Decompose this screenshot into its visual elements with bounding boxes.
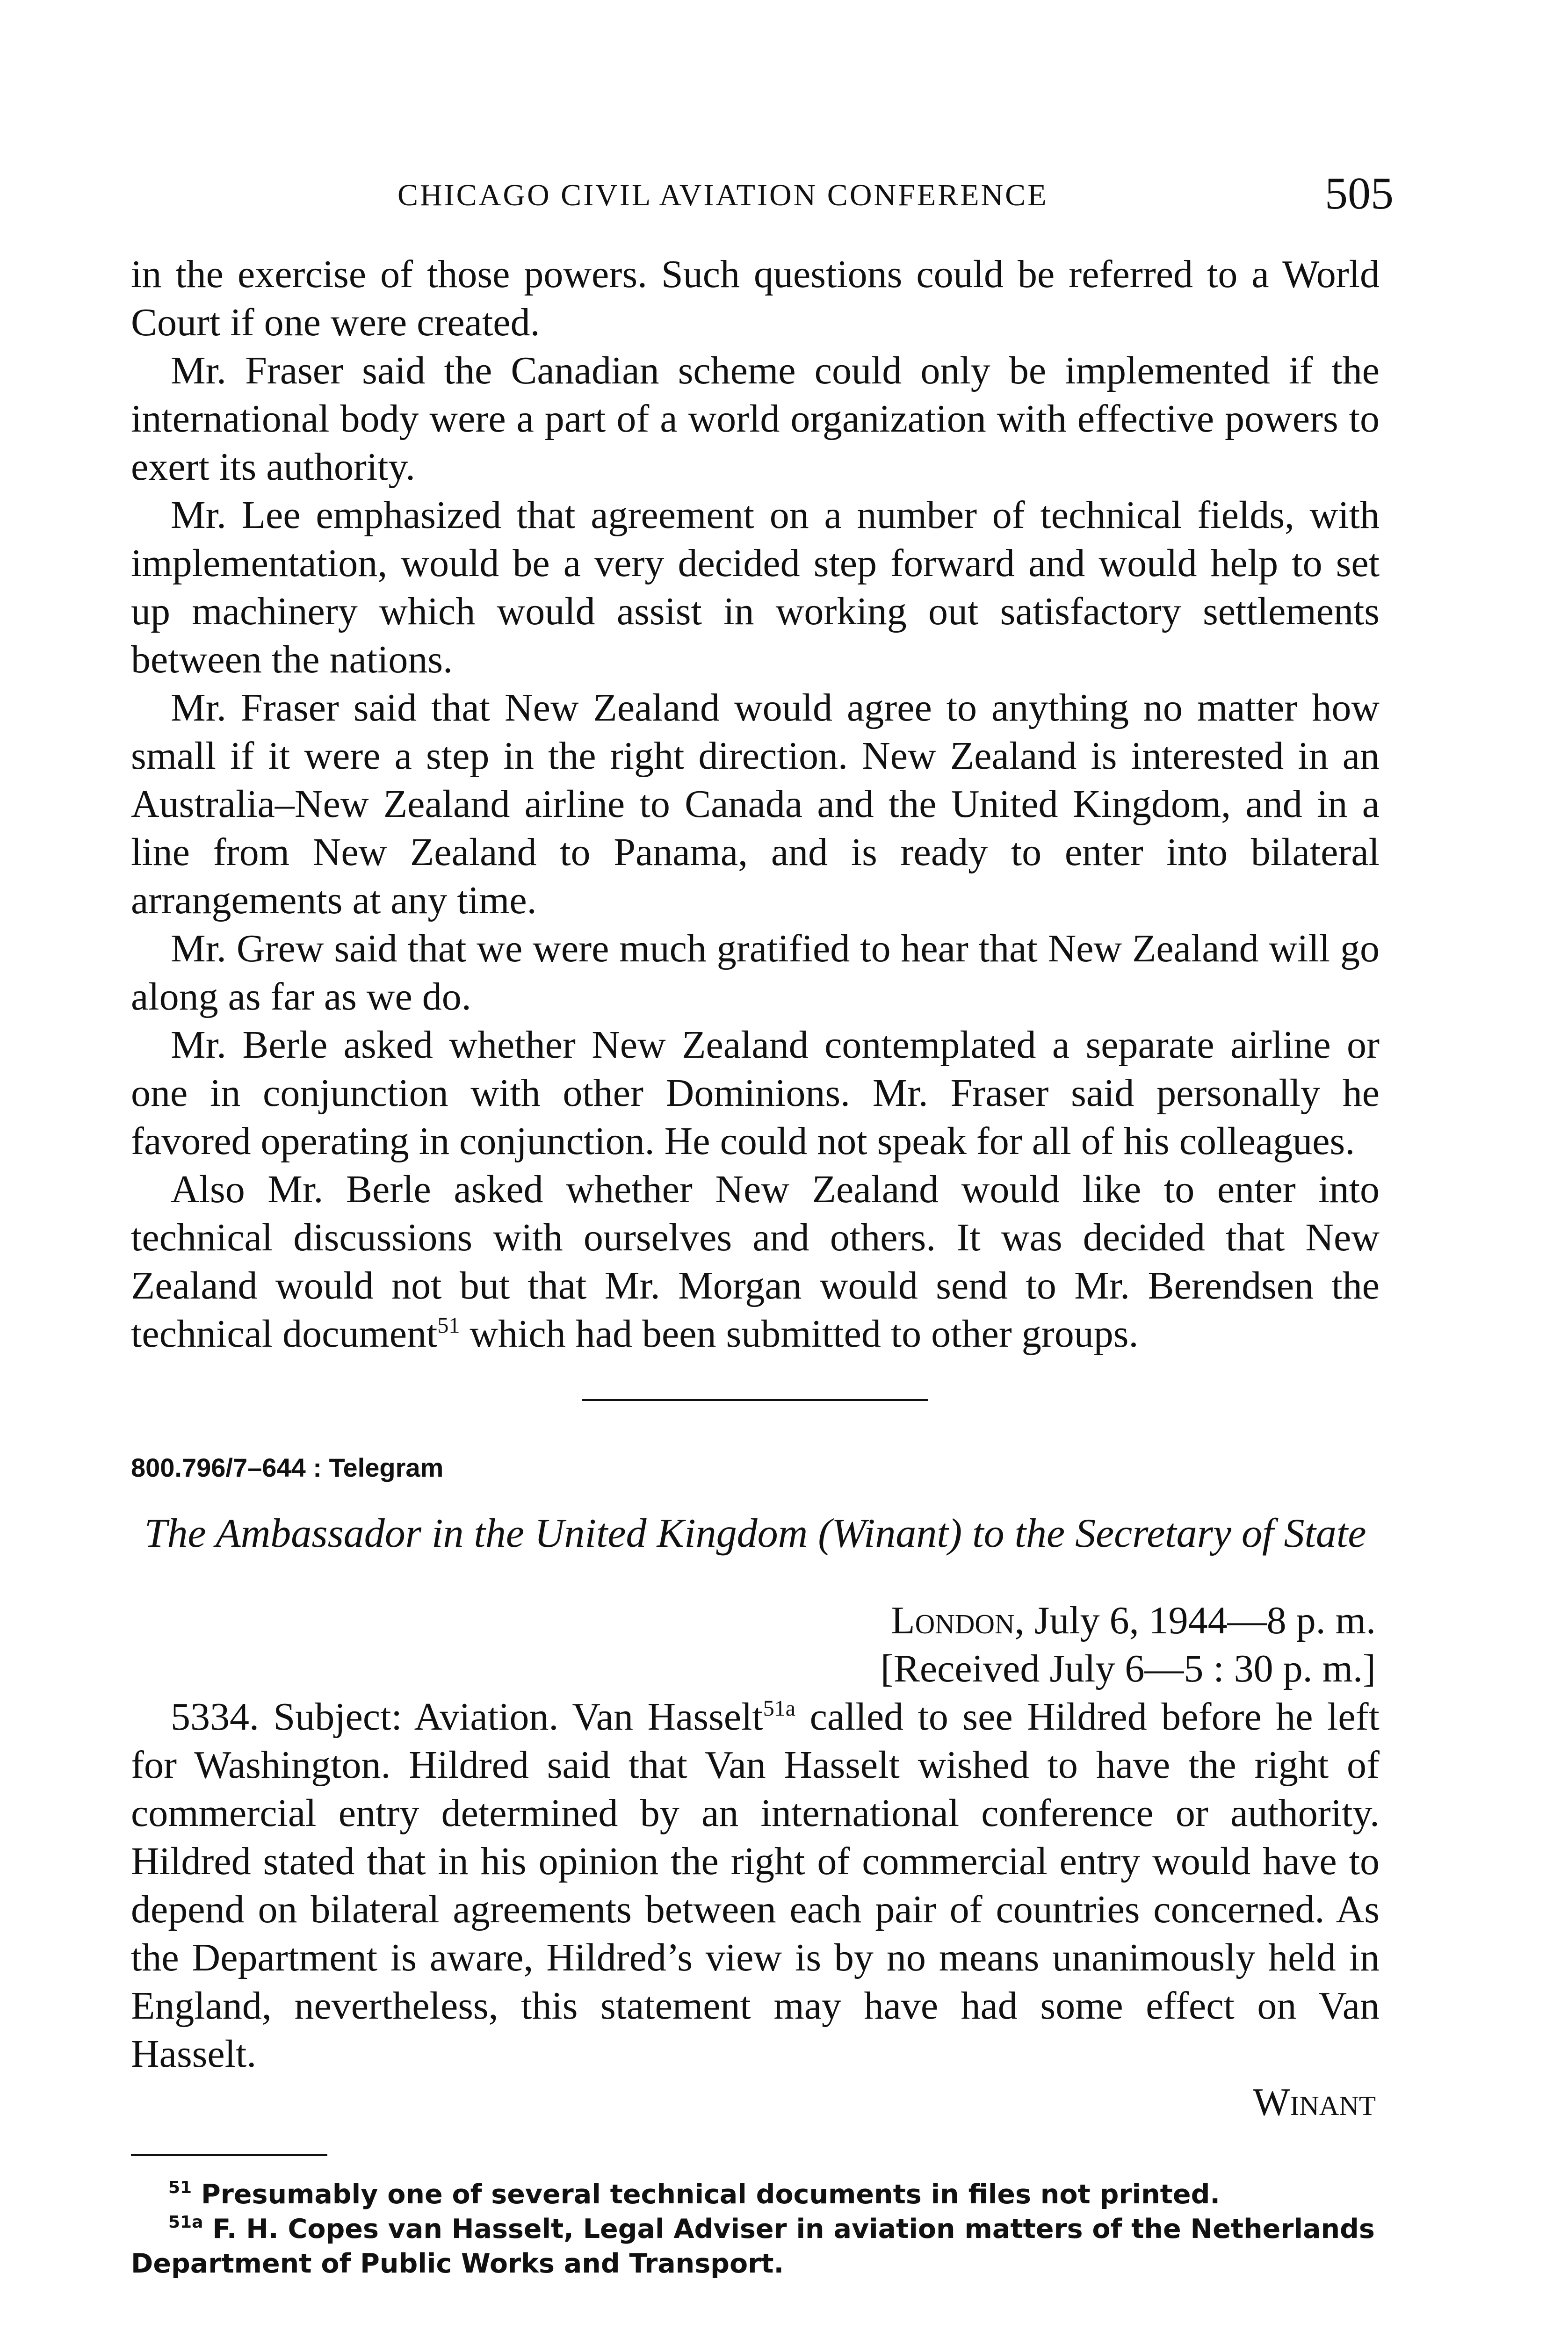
paragraph-7-text: Also Mr. Berle asked whether New Zealand would like to enter into technical discussions with ourselves and others. It was decided that New Zealand would not but that Mr. Morgan would send to Mr. Berendsen the technical document: [131, 1168, 1380, 1356]
running-title: CHICAGO CIVIL AVIATION CONFERENCE: [397, 178, 1048, 212]
footnote-51: [131, 2177, 1380, 2212]
paragraph-5: Mr. Grew said that we were much gratified to hear that New Zealand will go along as far as we do.: [131, 927, 1380, 1018]
dateline-place: London: [891, 1599, 1015, 1642]
paragraph-3: Mr. Lee emphasized that agreement on a number of technical fields, with implementation, would be a very decided step forward and would help to set up machinery which would assist in working out satisfactory settlements between the nations.: [131, 493, 1380, 681]
paragraph-7: [131, 1165, 1380, 1358]
paragraph-2: Mr. Fraser said the Canadian scheme could only be implemented if the international body were a part of a world organization with effective powers to exert its authority.: [131, 349, 1380, 489]
dateline-date: , July 6, 1944—8 p. m.: [1014, 1599, 1376, 1642]
footnote-mark-51: 51: [168, 2178, 192, 2197]
page-body: [131, 250, 1380, 2281]
document-heading: The Ambassador in the United Kingdom (Winant) to the Secretary of State: [144, 1511, 1366, 1556]
paragraph-4: Mr. Fraser said that New Zealand would agree to anything no matter how small if it were a step in the right direction. New Zealand is interested in an Australia–New Zealand airline to Canada and the United Kingdom, and in a line from New Zealand to Panama, and is ready to enter into bilateral arrangements at any time.: [131, 686, 1380, 922]
footnote-mark-51a: 51a: [168, 2213, 203, 2232]
signature: Winant: [1253, 2080, 1376, 2124]
telegram-body-text: 5334. Subject: Aviation. Van Hasselt: [171, 1695, 763, 1739]
telegram-body: [131, 1693, 1380, 2078]
received-line: [Received July 6—5 : 30 p. m.]: [880, 1647, 1376, 1690]
paragraph-7-text-end: which had been submitted to other groups.: [460, 1312, 1139, 1356]
dateline: [131, 1596, 1380, 1645]
footnote-ref-51: 51: [437, 1313, 460, 1338]
file-number: 800.796/7–644 : Telegram: [131, 1453, 444, 1482]
paragraph-6: Mr. Berle asked whether New Zealand contemplated a separate airline or one in conjunction with other Dominions. Mr. Fraser said personally he favored operating in conjunction. He could not speak for all of his colleagues.: [131, 1023, 1380, 1163]
section-divider: [582, 1399, 928, 1401]
running-header: [131, 168, 1394, 224]
page-number: 505: [1325, 168, 1394, 219]
footnote-51a-text: F. H. Copes van Hasselt, Legal Adviser in aviation matters of the Netherlands Department of Public Works and Transport.: [131, 2214, 1375, 2279]
footnote-51a: [131, 2212, 1380, 2281]
footnote-divider: [131, 2154, 327, 2156]
paragraph-1: in the exercise of those powers. Such questions could be referred to a World Court if one were created.: [131, 253, 1380, 344]
footnote-ref-51a: 51a: [763, 1696, 796, 1721]
footnote-51-text: Presumably one of several technical documents in files not printed.: [201, 2179, 1221, 2210]
telegram-body-text-end: called to see Hildred before he left for Washington. Hildred said that Van Hasselt wished to have the right of commercial entry determined by an international conference or authority. Hildred stated that in his opinion the right of commercial entry would have to depend on bilateral agreements between each pair of countries concerned. As the Department is aware, Hildred’s view is by no means unanimously held in England, nevertheless, this statement may have had some effect on Van Hasselt.: [131, 1695, 1380, 2076]
